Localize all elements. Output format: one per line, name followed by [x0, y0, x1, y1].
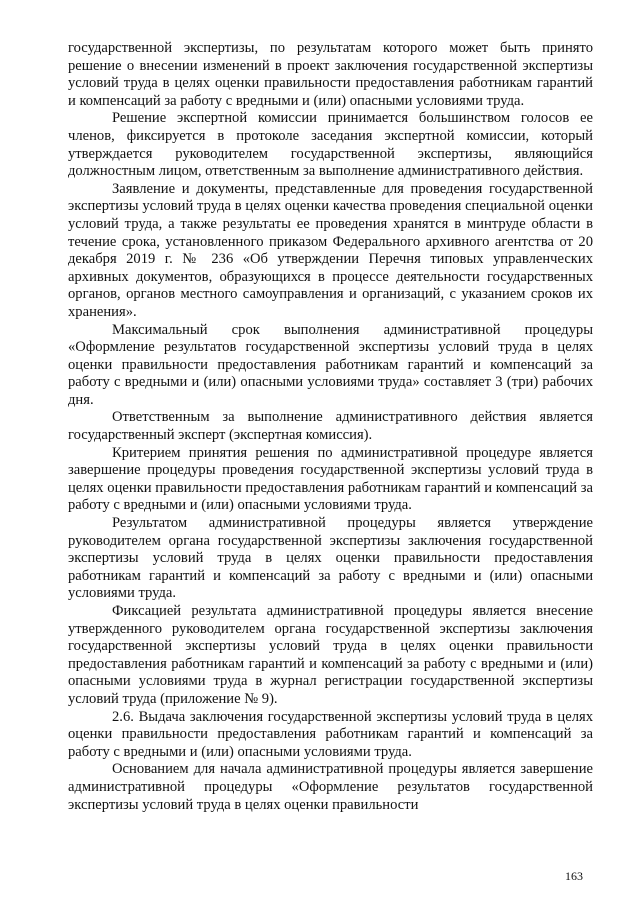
section-heading-2-6: 2.6. Выдача заключения государственной экспертизы условий труда в целях оценки правильности предоставления работникам гарантий и компенсаций за работу с вредными и (или) опасными условиями труда. [68, 708, 593, 760]
paragraph-responsible-person: Ответственным за выполнение административного действия является государственный эксперт (экспертная комиссия). [68, 409, 593, 444]
paragraph-procedure-result: Результатом административной процедуры является утверждение руководителем органа государственной экспертизы заключения государственной экспертизы условий труда в целях оценки правильности предоставления работникам гарантий и компенсаций за работу с вредными и (или) опасными условиями труда. [68, 515, 593, 602]
paragraph-continuation: государственной экспертизы, по результатам которого может быть принято решение о внесении изменений в проект заключения государственной экспертизы условий труда в целях оценки правильности предоставления работникам гарантий и компенсаций за работу с вредными и (или) опасными условиями труда. [68, 40, 593, 109]
paragraph-result-fixation: Фиксацией результата административной процедуры является внесение утвержденного руководителем органа государственной экспертизы заключения государственной экспертизы условий труда в целях оценки правильности предоставления работникам гарантий и компенсаций за работу с вредными и (или) опасными условиями труда в журнал регистрации государственной экспертизы условий труда (приложение № 9). [68, 603, 593, 707]
paragraph-max-duration: Максимальный срок выполнения административной процедуры «Оформление результатов государственной экспертизы условий труда в целях оценки правильности предоставления работникам гарантий и компенсаций за работу с вредными и (или) опасными условиями труда» составляет 3 (три) рабочих дня. [68, 321, 593, 408]
page-number: 163 [565, 869, 583, 883]
paragraph-decision-criterion: Критерием принятия решения по административной процедуре является завершение процедуры проведения государственной экспертизы условий труда в целях оценки правильности предоставления работникам гарантий и компенсаций за работу с вредными и (или) опасными условиями труда. [68, 444, 593, 514]
paragraph-commission-decision: Решение экспертной комиссии принимается большинством голосов ее членов, фиксируется в протоколе заседания экспертной комиссии, который утверждается руководителем государственной экспертизы, являющийся должностным лицом, ответственным за выполнение административного действия. [68, 110, 593, 180]
paragraph-document-storage: Заявление и документы, представленные для проведения государственной экспертизы условий труда в целях оценки качества проведения специальной оценки условий труда, а также результаты ее проведения хранятся в минтруде области в течение срока, установленного приказом Федерального архивного агентства от 20 декабря 2019 г. № 236 «Об утверждении Перечня типовых управленческих архивных документов, образующихся в процессе деятельности государственных органов, органов местного самоуправления и организаций, с указанием сроков их хранения». [68, 180, 593, 320]
document-body [68, 40, 593, 814]
paragraph-procedure-basis: Основанием для начала административной процедуры является завершение административной процедуры «Оформление результатов государственной экспертизы условий труда в целях оценки правильности [68, 761, 593, 813]
